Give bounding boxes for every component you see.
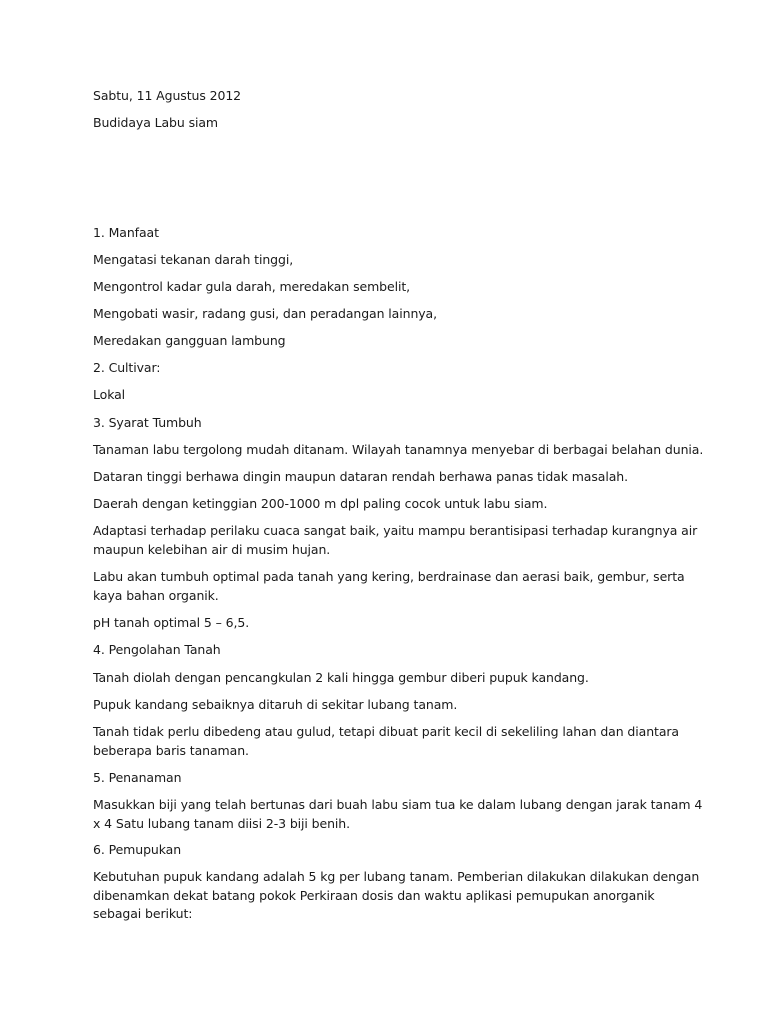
section-heading-penanaman: 5. Penanaman bbox=[93, 770, 182, 785]
manfaat-item: Mengatasi tekanan darah tinggi, bbox=[93, 252, 294, 267]
pengolahan-tanah-item: Pupuk kandang sebaiknya ditaruh di sekitar lubang tanam. bbox=[93, 697, 458, 712]
section-heading-pemupukan: 6. Pemupukan bbox=[93, 842, 182, 857]
syarat-tumbuh-item: Tanaman labu tergolong mudah ditanam. Wilayah tanamnya menyebar di berbagai belahan dunia. bbox=[93, 442, 704, 457]
section-heading-cultivar: 2. Cultivar: bbox=[93, 360, 161, 375]
pengolahan-tanah-item: Tanah diolah dengan pencangkulan 2 kali hingga gembur diberi pupuk kandang. bbox=[93, 670, 589, 685]
pemupukan-item: Kebutuhan pupuk kandang adalah 5 kg per lubang tanam. Pemberian dilakukan dilakukan dengan dibenamkan dekat batang pokok Perkiraan dosis dan waktu aplikasi pemupukan anorganik sebagai berikut: bbox=[93, 869, 700, 921]
syarat-tumbuh-item: Adaptasi terhadap perilaku cuaca sangat baik, yaitu mampu berantisipasi terhadap kurangnya air maupun kelebihan air di musim hujan. bbox=[93, 523, 698, 557]
syarat-tumbuh-item: Labu akan tumbuh optimal pada tanah yang kering, berdrainase dan aerasi baik, gembur, serta kaya bahan organik. bbox=[93, 569, 685, 603]
section-heading-manfaat: 1. Manfaat bbox=[93, 225, 159, 240]
manfaat-item: Mengobati wasir, radang gusi, dan peradangan lainnya, bbox=[93, 306, 437, 321]
section-heading-syarat-tumbuh: 3. Syarat Tumbuh bbox=[93, 415, 202, 430]
manfaat-item: Mengontrol kadar gula darah, meredakan sembelit, bbox=[93, 279, 410, 294]
document-date: Sabtu, 11 Agustus 2012 bbox=[93, 88, 242, 103]
penanaman-item: Masukkan biji yang telah bertunas dari buah labu siam tua ke dalam lubang dengan jarak tanam 4 x 4 Satu lubang tanam diisi 2-3 biji benih. bbox=[93, 797, 703, 831]
syarat-tumbuh-item: Daerah dengan ketinggian 200-1000 m dpl paling cocok untuk labu siam. bbox=[93, 496, 548, 511]
syarat-tumbuh-item: Dataran tinggi berhawa dingin maupun dataran rendah berhawa panas tidak masalah. bbox=[93, 469, 628, 484]
manfaat-item: Meredakan gangguan lambung bbox=[93, 333, 286, 348]
cultivar-item: Lokal bbox=[93, 387, 126, 402]
syarat-tumbuh-item: pH tanah optimal 5 – 6,5. bbox=[93, 615, 250, 630]
document-title: Budidaya Labu siam bbox=[93, 115, 219, 130]
pengolahan-tanah-item: Tanah tidak perlu dibedeng atau gulud, tetapi dibuat parit kecil di sekeliling lahan dan diantara beberapa baris tanaman. bbox=[93, 724, 679, 758]
section-heading-pengolahan-tanah: 4. Pengolahan Tanah bbox=[93, 642, 221, 657]
